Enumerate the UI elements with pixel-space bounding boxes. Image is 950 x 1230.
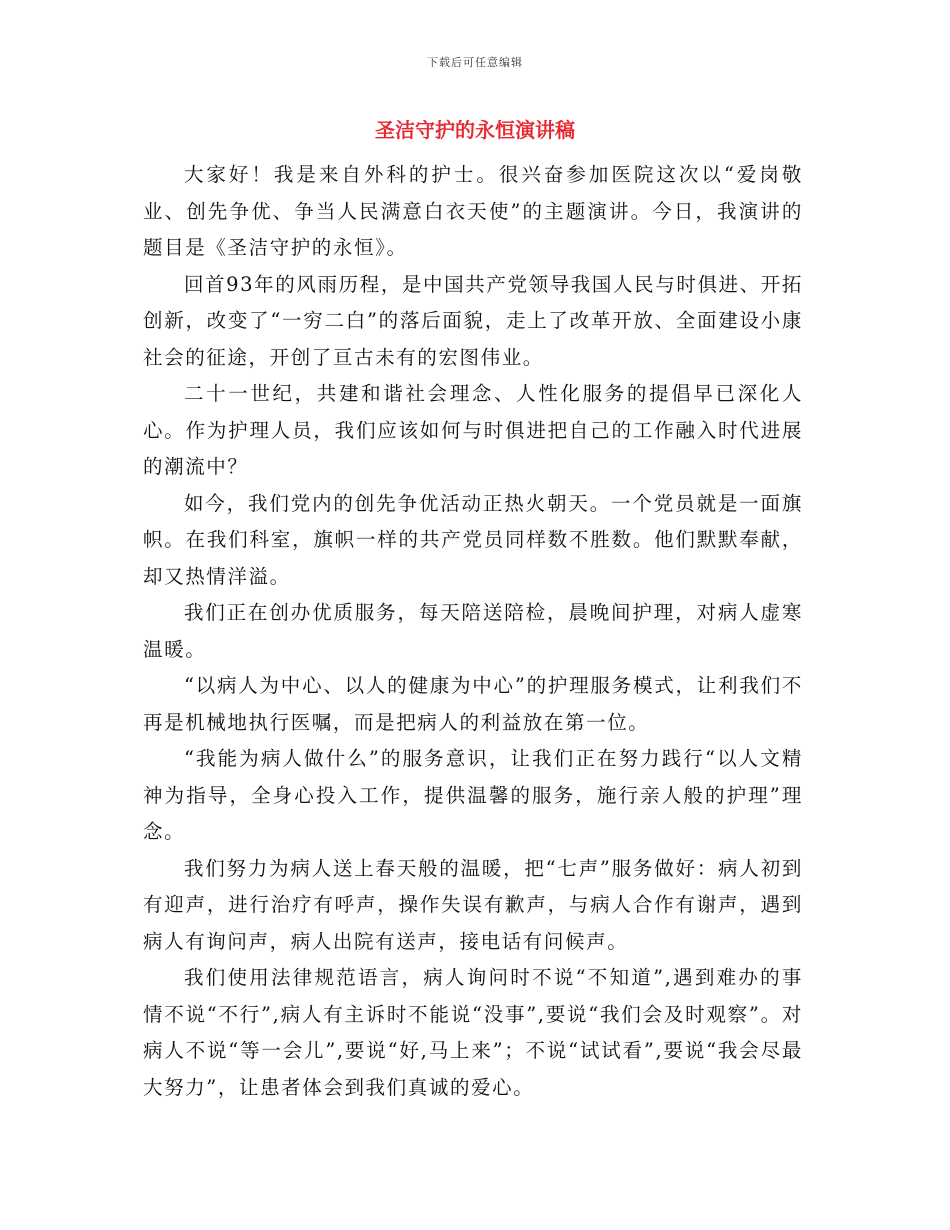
paragraph-1: 大家好！我是来自外科的护士。很兴奋参加医院这次以“爱岗敬业、创先争优、争当人民满意白衣天使”的主题演讲。今日，我演讲的题目是《圣洁守护的永恒》。 — [143, 163, 803, 259]
paragraph-9: 我们使用法律规范语言，病人询问时不说“不知道”,遇到难办的事情不说“不行”,病人有主诉时不能说“没事”,要说“我们会及时观察”。对病人不说“等一会儿”,要说“好,马上来”；不说“试试看”,要说“我会尽最大努力”，让患者体会到我们真诚的爱心。 — [143, 966, 803, 1099]
paragraph-5: 我们正在创办优质服务，每天陪送陪检，晨晚间护理，对病人虚寒温暖。 — [143, 601, 803, 661]
header-note: 下载后可任意编辑 — [427, 56, 523, 69]
document-title: 圣洁守护的永恒演讲稿 — [375, 118, 575, 142]
paragraph-3: 二十一世纪，共建和谐社会理念、人性化服务的提倡早已深化人心。作为护理人员，我们应该如何与时俱进把自己的工作融入时代进展的潮流中？ — [143, 382, 803, 478]
paragraph-6: “以病人为中心、以人的健康为中心”的护理服务模式，让利我们不再是机械地执行医嘱，而是把病人的利益放在第一位。 — [143, 674, 803, 734]
paragraph-7: “我能为病人做什么”的服务意识，让我们正在努力践行“以人文精神为指导，全身心投入工作，提供温馨的服务，施行亲人般的护理”理念。 — [143, 747, 803, 843]
paragraph-8: 我们努力为病人送上春天般的温暖，把“七声”服务做好：病人初到有迎声，进行治疗有呼声，操作失误有歉声，与病人合作有谢声，遇到病人有询问声，病人出院有送声，接电话有问候声。 — [143, 856, 803, 953]
document-body — [143, 157, 803, 1106]
paragraph-4: 如今，我们党内的创先争优活动正热火朝天。一个党员就是一面旗帜。在我们科室，旗帜一样的共产党员同样数不胜数。他们默默奉献，却又热情洋溢。 — [143, 491, 803, 588]
paragraph-2: 回首93年的风雨历程，是中国共产党领导我国人民与时俱进、开拓创新，改变了“一穷二白”的落后面貌，走上了改革开放、全面建设小康社会的征途，开创了亘古未有的宏图伟业。 — [143, 272, 803, 369]
